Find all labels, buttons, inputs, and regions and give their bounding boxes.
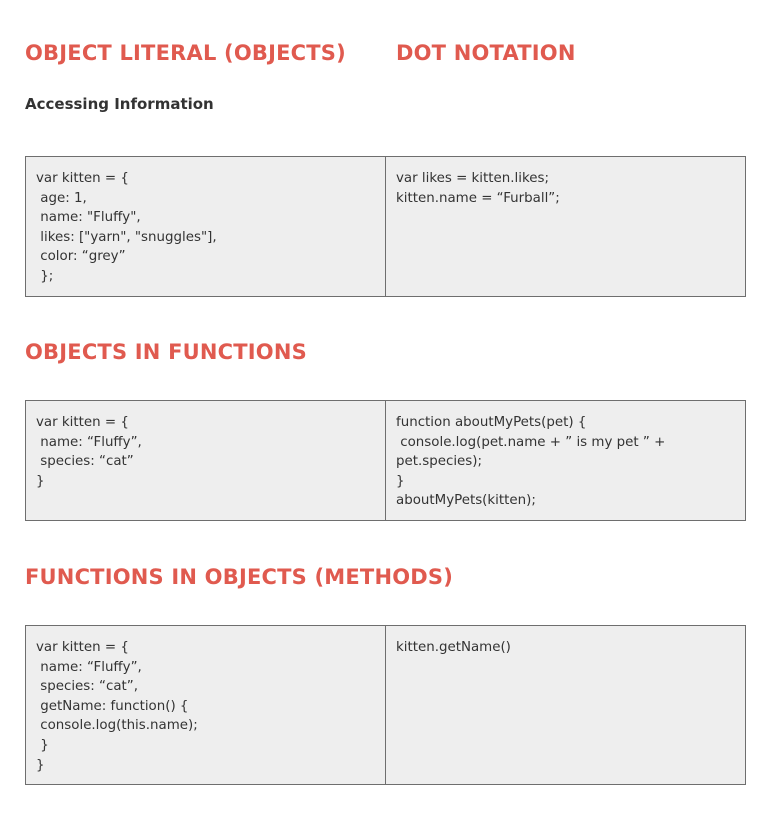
code-line: color: “grey” [36,249,126,265]
code-cell-get-name-call [386,626,745,784]
code-line: } [36,473,45,489]
code-cell-kitten-literal [26,157,386,296]
code-line: likes: ["yarn", "snuggles"], [36,229,217,245]
subheading-accessing-information: Accessing Information [25,95,214,113]
code-line: kitten.name = “Furball”; [396,190,560,206]
code-cell-about-my-pets [386,401,745,520]
code-line: name: “Fluffy”, [36,659,142,675]
code-cell-kitten-method [26,626,386,784]
code-cell-dot-notation [386,157,745,296]
code-line: console.log(pet.name + ” is my pet ” + [396,434,666,450]
code-line: name: "Fluffy", [36,210,141,226]
code-line: name: “Fluffy”, [36,434,142,450]
heading-object-literal: OBJECT LITERAL (OBJECTS) [25,41,346,65]
code-line: species: “cat”, [36,679,138,695]
code-line: var kitten = { [36,171,129,186]
code-line: } [36,757,45,773]
heading-functions-in-objects: FUNCTIONS IN OBJECTS (METHODS) [25,565,454,589]
code-table-methods [25,625,746,785]
code-line: var likes = kitten.likes; [396,171,549,186]
heading-objects-in-functions: OBJECTS IN FUNCTIONS [25,340,307,364]
code-line: aboutMyPets(kitten); [396,493,536,509]
code-line: } [396,473,405,489]
code-line: }; [36,268,54,284]
code-line: age: 1, [36,190,87,206]
code-line: } [36,737,49,753]
code-line: pet.species); [396,454,482,470]
heading-dot-notation: DOT NOTATION [396,41,576,65]
code-cell-kitten-object [26,401,386,520]
code-line: function aboutMyPets(pet) { [396,415,587,430]
code-line: species: “cat” [36,454,134,470]
code-line: var kitten = { [36,415,129,430]
code-line: kitten.getName() [396,640,511,655]
code-table-objects-in-functions [25,400,746,521]
code-line: getName: function() { [36,698,189,714]
code-line: console.log(this.name); [36,718,198,734]
code-table-object-literal [25,156,746,297]
code-line: var kitten = { [36,640,129,655]
